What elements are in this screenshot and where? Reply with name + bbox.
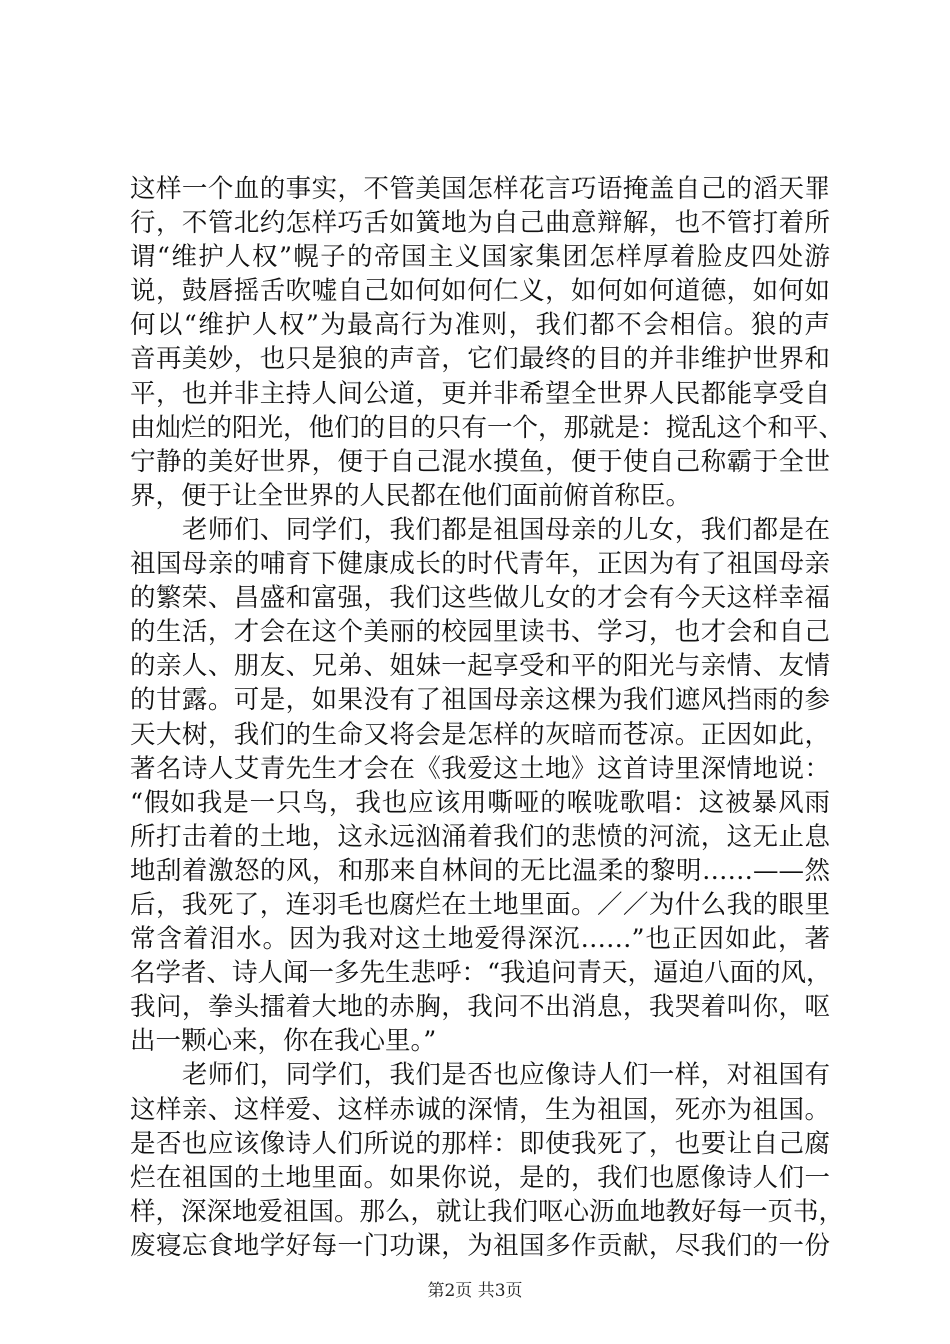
text-line: 著名诗人艾青先生才会在《我爱这土地》这首诗里深情地说： xyxy=(130,753,830,784)
text-line: 所打击着的土地，这永远汹涌着我们的悲愤的河流，这无止息 xyxy=(130,821,830,852)
text-line: 宁静的美好世界，便于自己混水摸鱼，便于使自己称霸于全世 xyxy=(130,446,830,477)
text-line: 废寝忘食地学好每一门功课，为祖国多作贡献，尽我们的一份 xyxy=(130,1230,830,1261)
text-line: 天大树，我们的生命又将会是怎样的灰暗而苍凉。正因如此， xyxy=(130,719,830,750)
text-line: 谓“维护人权”幌子的帝国主义国家集团怎样厚着脸皮四处游 xyxy=(130,242,830,273)
text-line: 行，不管北约怎样巧舌如簧地为自己曲意辩解，也不管打着所 xyxy=(130,208,830,239)
text-line: 的生活，才会在这个美丽的校园里读书、学习，也才会和自己 xyxy=(130,617,830,648)
text-line: 烂在祖国的土地里面。如果你说，是的，我们也愿像诗人们一 xyxy=(130,1162,830,1193)
text-line: 这样一个血的事实，不管美国怎样花言巧语掩盖自己的滔天罪 xyxy=(130,174,830,204)
document-body xyxy=(130,172,845,1263)
text-line: 平，也并非主持人间公道，更并非希望全世界人民都能享受自 xyxy=(130,378,830,409)
text-line: 出一颗心来，你在我心里。” xyxy=(130,1026,437,1057)
text-line: 祖国母亲的哺育下健康成长的时代青年，正因为有了祖国母亲 xyxy=(130,549,830,580)
paragraph xyxy=(130,513,830,1059)
text-line: 老师们、同学们，我们都是祖国母亲的儿女，我们都是在 xyxy=(182,514,830,545)
text-line: 常含着泪水。因为我对这土地爱得深沉……”也正因如此，著 xyxy=(130,924,830,955)
text-line: 样，深深地爱祖国。那么，就让我们呕心沥血地教好每一页书， xyxy=(130,1196,845,1227)
text-line: “假如我是一只鸟，我也应该用嘶哑的喉咙歌唱：这被暴风雨 xyxy=(130,787,830,818)
page-number-label: 第2页 共3页 xyxy=(427,1281,523,1301)
text-line: 界，便于让全世界的人民都在他们面前俯首称臣。 xyxy=(130,480,692,511)
text-line: 的亲人、朋友、兄弟、姐妹一起享受和平的阳光与亲情、友情 xyxy=(130,651,830,682)
text-line: 地刮着激怒的风，和那来自林间的无比温柔的黎明……——然 xyxy=(130,855,830,886)
text-line: 我问，拳头擂着大地的赤胸，我问不出消息，我哭着叫你，呕 xyxy=(130,992,830,1023)
text-line: 的繁荣、昌盛和富强，我们这些做儿女的才会有今天这样幸福 xyxy=(130,583,830,614)
paragraph xyxy=(130,1058,845,1263)
paragraph xyxy=(130,172,845,513)
page-footer xyxy=(0,1276,950,1301)
text-line: 的甘露。可是，如果没有了祖国母亲这棵为我们遮风挡雨的参 xyxy=(130,685,830,716)
text-line: 何以“维护人权”为最高行为准则，我们都不会相信。狼的声 xyxy=(130,310,830,341)
text-line: 音再美妙，也只是狼的声音，它们最终的目的并非维护世界和 xyxy=(130,344,830,375)
text-line: 说，鼓唇摇舌吹嘘自己如何如何仁义，如何如何道德，如何如 xyxy=(130,276,830,307)
text-line: 由灿烂的阳光，他们的目的只有一个，那就是：搅乱这个和平、 xyxy=(130,412,845,443)
text-line: 这样亲、这样爱、这样赤诚的深情，生为祖国，死亦为祖国。 xyxy=(130,1094,830,1125)
text-line: 名学者、诗人闻一多先生悲呼：“我追问青天，逼迫八面的风， xyxy=(130,958,832,989)
text-line: 后，我死了，连羽毛也腐烂在土地里面。／／为什么我的眼里 xyxy=(130,889,830,920)
text-line: 是否也应该像诗人们所说的那样：即使我死了，也要让自己腐 xyxy=(130,1128,830,1159)
text-line: 老师们，同学们，我们是否也应像诗人们一样，对祖国有 xyxy=(182,1060,830,1091)
